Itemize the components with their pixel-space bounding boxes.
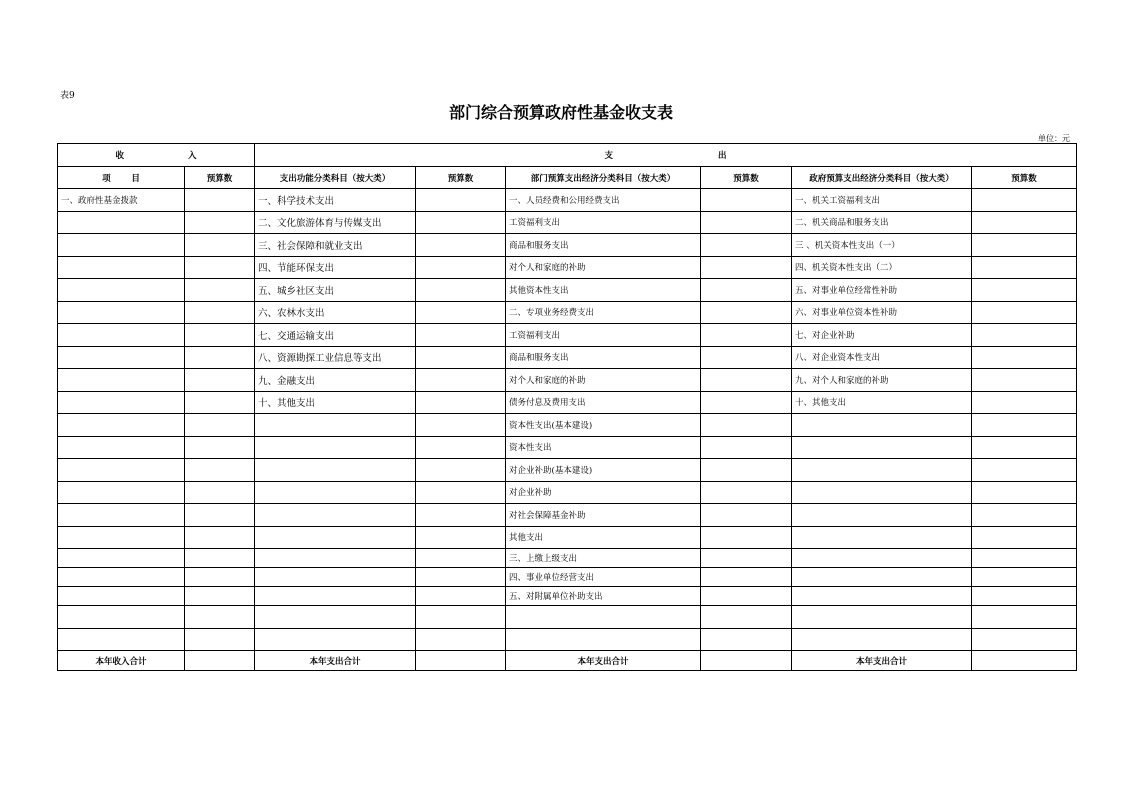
dept-econ-budget-cell <box>701 279 792 302</box>
gov-econ-item-cell <box>792 459 972 482</box>
income-item-cell <box>58 628 185 651</box>
func-item-cell <box>255 459 416 482</box>
income-budget-cell <box>185 279 255 302</box>
dept-econ-item-cell: 四、事业单位经营支出 <box>506 568 701 587</box>
income-header: 收 入 <box>58 144 255 167</box>
col-budget-header: 预算数 <box>972 167 1077 189</box>
gov-econ-item-cell: 三 、机关资本性支出（一） <box>792 234 972 257</box>
income-budget-cell <box>185 234 255 257</box>
income-item-cell <box>58 587 185 606</box>
func-budget-cell <box>416 346 506 369</box>
func-budget-cell <box>416 481 506 504</box>
func-item-cell: 七、交通运输支出 <box>255 324 416 347</box>
income-budget-cell <box>185 369 255 392</box>
expense-header: 支 出 <box>255 144 1077 167</box>
dept-econ-item-cell: 对企业补助(基本建设) <box>506 459 701 482</box>
dept-econ-budget-cell <box>701 301 792 324</box>
table-row <box>58 459 1077 482</box>
dept-econ-budget-cell <box>701 211 792 234</box>
func-item-cell <box>255 414 416 437</box>
dept-econ-item-cell: 对个人和家庭的补助 <box>506 256 701 279</box>
func-budget-cell <box>416 526 506 549</box>
gov-econ-budget-cell <box>972 234 1077 257</box>
table-row <box>58 628 1077 651</box>
dept-econ-item-cell: 工资福利支出 <box>506 324 701 347</box>
dept-econ-item-cell: 对个人和家庭的补助 <box>506 369 701 392</box>
gov-econ-item-cell <box>792 481 972 504</box>
dept-econ-item-cell: 一、人员经费和公用经费支出 <box>506 189 701 212</box>
func-budget-cell <box>416 459 506 482</box>
income-budget-cell <box>185 301 255 324</box>
dept-econ-budget-cell <box>701 549 792 568</box>
func-item-cell: 五、城乡社区支出 <box>255 279 416 302</box>
income-item-cell <box>58 279 185 302</box>
income-item-cell <box>58 549 185 568</box>
gov-econ-budget-cell <box>972 459 1077 482</box>
income-budget-cell <box>185 526 255 549</box>
func-item-cell <box>255 526 416 549</box>
func-item-cell <box>255 628 416 651</box>
gov-econ-item-cell <box>792 504 972 527</box>
gov-econ-budget-cell <box>972 526 1077 549</box>
table-row <box>58 481 1077 504</box>
dept-econ-item-cell: 商品和服务支出 <box>506 346 701 369</box>
func-item-cell: 十、其他支出 <box>255 391 416 414</box>
income-budget-cell <box>185 211 255 234</box>
func-budget-cell <box>416 324 506 347</box>
gov-total-label: 本年支出合计 <box>792 651 972 671</box>
dept-total-value <box>701 651 792 671</box>
func-item-cell <box>255 481 416 504</box>
func-budget-cell <box>416 256 506 279</box>
income-budget-cell <box>185 256 255 279</box>
gov-econ-budget-cell <box>972 504 1077 527</box>
func-item-cell: 二、文化旅游体育与传媒支出 <box>255 211 416 234</box>
gov-econ-item-cell <box>792 606 972 629</box>
dept-econ-budget-cell <box>701 189 792 212</box>
income-item-cell <box>58 459 185 482</box>
dept-econ-budget-cell <box>701 346 792 369</box>
func-item-cell <box>255 549 416 568</box>
func-budget-cell <box>416 587 506 606</box>
table-row <box>58 234 1077 257</box>
gov-econ-budget-cell <box>972 436 1077 459</box>
func-item-cell <box>255 606 416 629</box>
income-budget-cell <box>185 346 255 369</box>
gov-econ-item-cell: 十、其他支出 <box>792 391 972 414</box>
dept-econ-budget-cell <box>701 526 792 549</box>
dept-econ-item-cell: 其他支出 <box>506 526 701 549</box>
income-budget-cell <box>185 391 255 414</box>
gov-econ-budget-cell <box>972 606 1077 629</box>
func-budget-cell <box>416 391 506 414</box>
income-budget-cell <box>185 628 255 651</box>
gov-econ-budget-cell <box>972 301 1077 324</box>
col-budget-header: 预算数 <box>185 167 255 189</box>
func-budget-cell <box>416 436 506 459</box>
table-row <box>58 189 1077 212</box>
income-item-cell <box>58 324 185 347</box>
table-row <box>58 324 1077 347</box>
dept-econ-budget-cell <box>701 481 792 504</box>
func-total-label: 本年支出合计 <box>255 651 416 671</box>
dept-econ-budget-cell <box>701 459 792 482</box>
income-item-cell <box>58 526 185 549</box>
dept-econ-item-cell: 其他资本性支出 <box>506 279 701 302</box>
func-item-cell <box>255 587 416 606</box>
dept-econ-item-cell: 工资福利支出 <box>506 211 701 234</box>
gov-econ-budget-cell <box>972 369 1077 392</box>
gov-econ-budget-cell <box>972 391 1077 414</box>
dept-econ-budget-cell <box>701 504 792 527</box>
dept-econ-budget-cell <box>701 414 792 437</box>
dept-total-label: 本年支出合计 <box>506 651 701 671</box>
gov-econ-budget-cell <box>972 568 1077 587</box>
dept-econ-item-cell: 债务付息及费用支出 <box>506 391 701 414</box>
col-dept-econ-header: 部门预算支出经济分类科目（按大类） <box>506 167 701 189</box>
income-item-cell: 一、政府性基金拨款 <box>58 189 185 212</box>
func-total-value <box>416 651 506 671</box>
income-item-cell <box>58 234 185 257</box>
dept-econ-budget-cell <box>701 606 792 629</box>
func-item-cell: 一、科学技术支出 <box>255 189 416 212</box>
dept-econ-budget-cell <box>701 234 792 257</box>
gov-econ-item-cell: 五、对事业单位经常性补助 <box>792 279 972 302</box>
dept-econ-budget-cell <box>701 436 792 459</box>
func-budget-cell <box>416 211 506 234</box>
gov-econ-budget-cell <box>972 414 1077 437</box>
dept-econ-budget-cell <box>701 568 792 587</box>
table-row <box>58 369 1077 392</box>
dept-econ-item-cell: 对社会保障基金补助 <box>506 504 701 527</box>
income-item-cell <box>58 346 185 369</box>
func-budget-cell <box>416 301 506 324</box>
gov-econ-budget-cell <box>972 189 1077 212</box>
gov-econ-item-cell: 八、对企业资本性支出 <box>792 346 972 369</box>
dept-econ-budget-cell <box>701 587 792 606</box>
gov-econ-item-cell <box>792 628 972 651</box>
dept-econ-item-cell <box>506 628 701 651</box>
func-budget-cell <box>416 189 506 212</box>
func-item-cell: 六、农林水支出 <box>255 301 416 324</box>
func-budget-cell <box>416 606 506 629</box>
gov-econ-item-cell <box>792 526 972 549</box>
func-item-cell <box>255 504 416 527</box>
func-item-cell <box>255 436 416 459</box>
income-item-cell <box>58 436 185 459</box>
dept-econ-budget-cell <box>701 369 792 392</box>
income-budget-cell <box>185 324 255 347</box>
gov-econ-budget-cell <box>972 587 1077 606</box>
gov-econ-item-cell <box>792 436 972 459</box>
table-row <box>58 391 1077 414</box>
func-budget-cell <box>416 234 506 257</box>
col-gov-econ-header: 政府预算支出经济分类科目（按大类） <box>792 167 972 189</box>
gov-econ-item-cell <box>792 414 972 437</box>
income-item-cell <box>58 481 185 504</box>
func-item-cell: 四、节能环保支出 <box>255 256 416 279</box>
totals-row <box>58 651 1077 671</box>
gov-econ-budget-cell <box>972 324 1077 347</box>
income-budget-cell <box>185 459 255 482</box>
gov-econ-budget-cell <box>972 256 1077 279</box>
dept-econ-item-cell: 五、对附属单位补助支出 <box>506 587 701 606</box>
gov-econ-item-cell: 七、对企业补助 <box>792 324 972 347</box>
gov-econ-item-cell: 二、机关商品和服务支出 <box>792 211 972 234</box>
gov-econ-item-cell <box>792 568 972 587</box>
table-row <box>58 256 1077 279</box>
dept-econ-item-cell: 商品和服务支出 <box>506 234 701 257</box>
income-item-cell <box>58 256 185 279</box>
income-item-cell <box>58 211 185 234</box>
func-budget-cell <box>416 279 506 302</box>
income-item-cell <box>58 301 185 324</box>
gov-econ-budget-cell <box>972 628 1077 651</box>
income-budget-cell <box>185 504 255 527</box>
income-total-label: 本年收入合计 <box>58 651 185 671</box>
func-budget-cell <box>416 568 506 587</box>
func-item-cell: 九、金融支出 <box>255 369 416 392</box>
col-budget-header: 预算数 <box>701 167 792 189</box>
table-row <box>58 436 1077 459</box>
table-row <box>58 587 1077 606</box>
unit-label: 单位：元 <box>1038 134 1070 143</box>
income-budget-cell <box>185 587 255 606</box>
func-budget-cell <box>416 369 506 392</box>
income-budget-cell <box>185 436 255 459</box>
income-budget-cell <box>185 481 255 504</box>
table-row <box>58 211 1077 234</box>
gov-total-value <box>972 651 1077 671</box>
func-item-cell: 八、资源勘探工业信息等支出 <box>255 346 416 369</box>
page-title: 部门综合预算政府性基金收支表 <box>448 103 673 122</box>
table-row <box>58 414 1077 437</box>
table-row <box>58 279 1077 302</box>
gov-econ-budget-cell <box>972 211 1077 234</box>
dept-econ-item-cell: 对企业补助 <box>506 481 701 504</box>
income-item-cell <box>58 606 185 629</box>
col-func-header: 支出功能分类科目（按大类） <box>255 167 416 189</box>
dept-econ-item-cell: 二、专项业务经费支出 <box>506 301 701 324</box>
header-row-columns <box>58 167 1077 189</box>
gov-econ-budget-cell <box>972 481 1077 504</box>
dept-econ-budget-cell <box>701 628 792 651</box>
gov-econ-budget-cell <box>972 346 1077 369</box>
gov-econ-item-cell: 九、对个人和家庭的补助 <box>792 369 972 392</box>
dept-econ-item-cell: 资本性支出 <box>506 436 701 459</box>
income-item-cell <box>58 414 185 437</box>
table-row <box>58 526 1077 549</box>
func-budget-cell <box>416 549 506 568</box>
col-budget-header: 预算数 <box>416 167 506 189</box>
gov-econ-item-cell: 四、机关资本性支出（二） <box>792 256 972 279</box>
income-item-cell <box>58 568 185 587</box>
dept-econ-budget-cell <box>701 256 792 279</box>
table-row <box>58 606 1077 629</box>
func-budget-cell <box>416 414 506 437</box>
gov-econ-item-cell <box>792 549 972 568</box>
income-budget-cell <box>185 189 255 212</box>
income-item-cell <box>58 369 185 392</box>
gov-econ-budget-cell <box>972 279 1077 302</box>
table-row <box>58 568 1077 587</box>
income-budget-cell <box>185 549 255 568</box>
income-budget-cell <box>185 414 255 437</box>
gov-econ-budget-cell <box>972 549 1077 568</box>
dept-econ-item-cell: 资本性支出(基本建设) <box>506 414 701 437</box>
col-item-header: 项 目 <box>58 167 185 189</box>
func-budget-cell <box>416 504 506 527</box>
func-item-cell: 三、社会保障和就业支出 <box>255 234 416 257</box>
table-number: 表9 <box>60 91 75 101</box>
gov-econ-item-cell: 一、机关工资福利支出 <box>792 189 972 212</box>
dept-econ-budget-cell <box>701 391 792 414</box>
dept-econ-item-cell <box>506 606 701 629</box>
income-budget-cell <box>185 568 255 587</box>
income-total-value <box>185 651 255 671</box>
income-item-cell <box>58 391 185 414</box>
func-item-cell <box>255 568 416 587</box>
dept-econ-budget-cell <box>701 324 792 347</box>
gov-econ-item-cell <box>792 587 972 606</box>
gov-econ-item-cell: 六、对事业单位资本性补助 <box>792 301 972 324</box>
income-item-cell <box>58 504 185 527</box>
table-row <box>58 549 1077 568</box>
table-row <box>58 504 1077 527</box>
func-budget-cell <box>416 628 506 651</box>
table-row <box>58 301 1077 324</box>
income-budget-cell <box>185 606 255 629</box>
table-row <box>58 346 1077 369</box>
dept-econ-item-cell: 三、上缴上级支出 <box>506 549 701 568</box>
budget-table <box>57 143 1077 671</box>
header-row-top <box>58 144 1077 167</box>
